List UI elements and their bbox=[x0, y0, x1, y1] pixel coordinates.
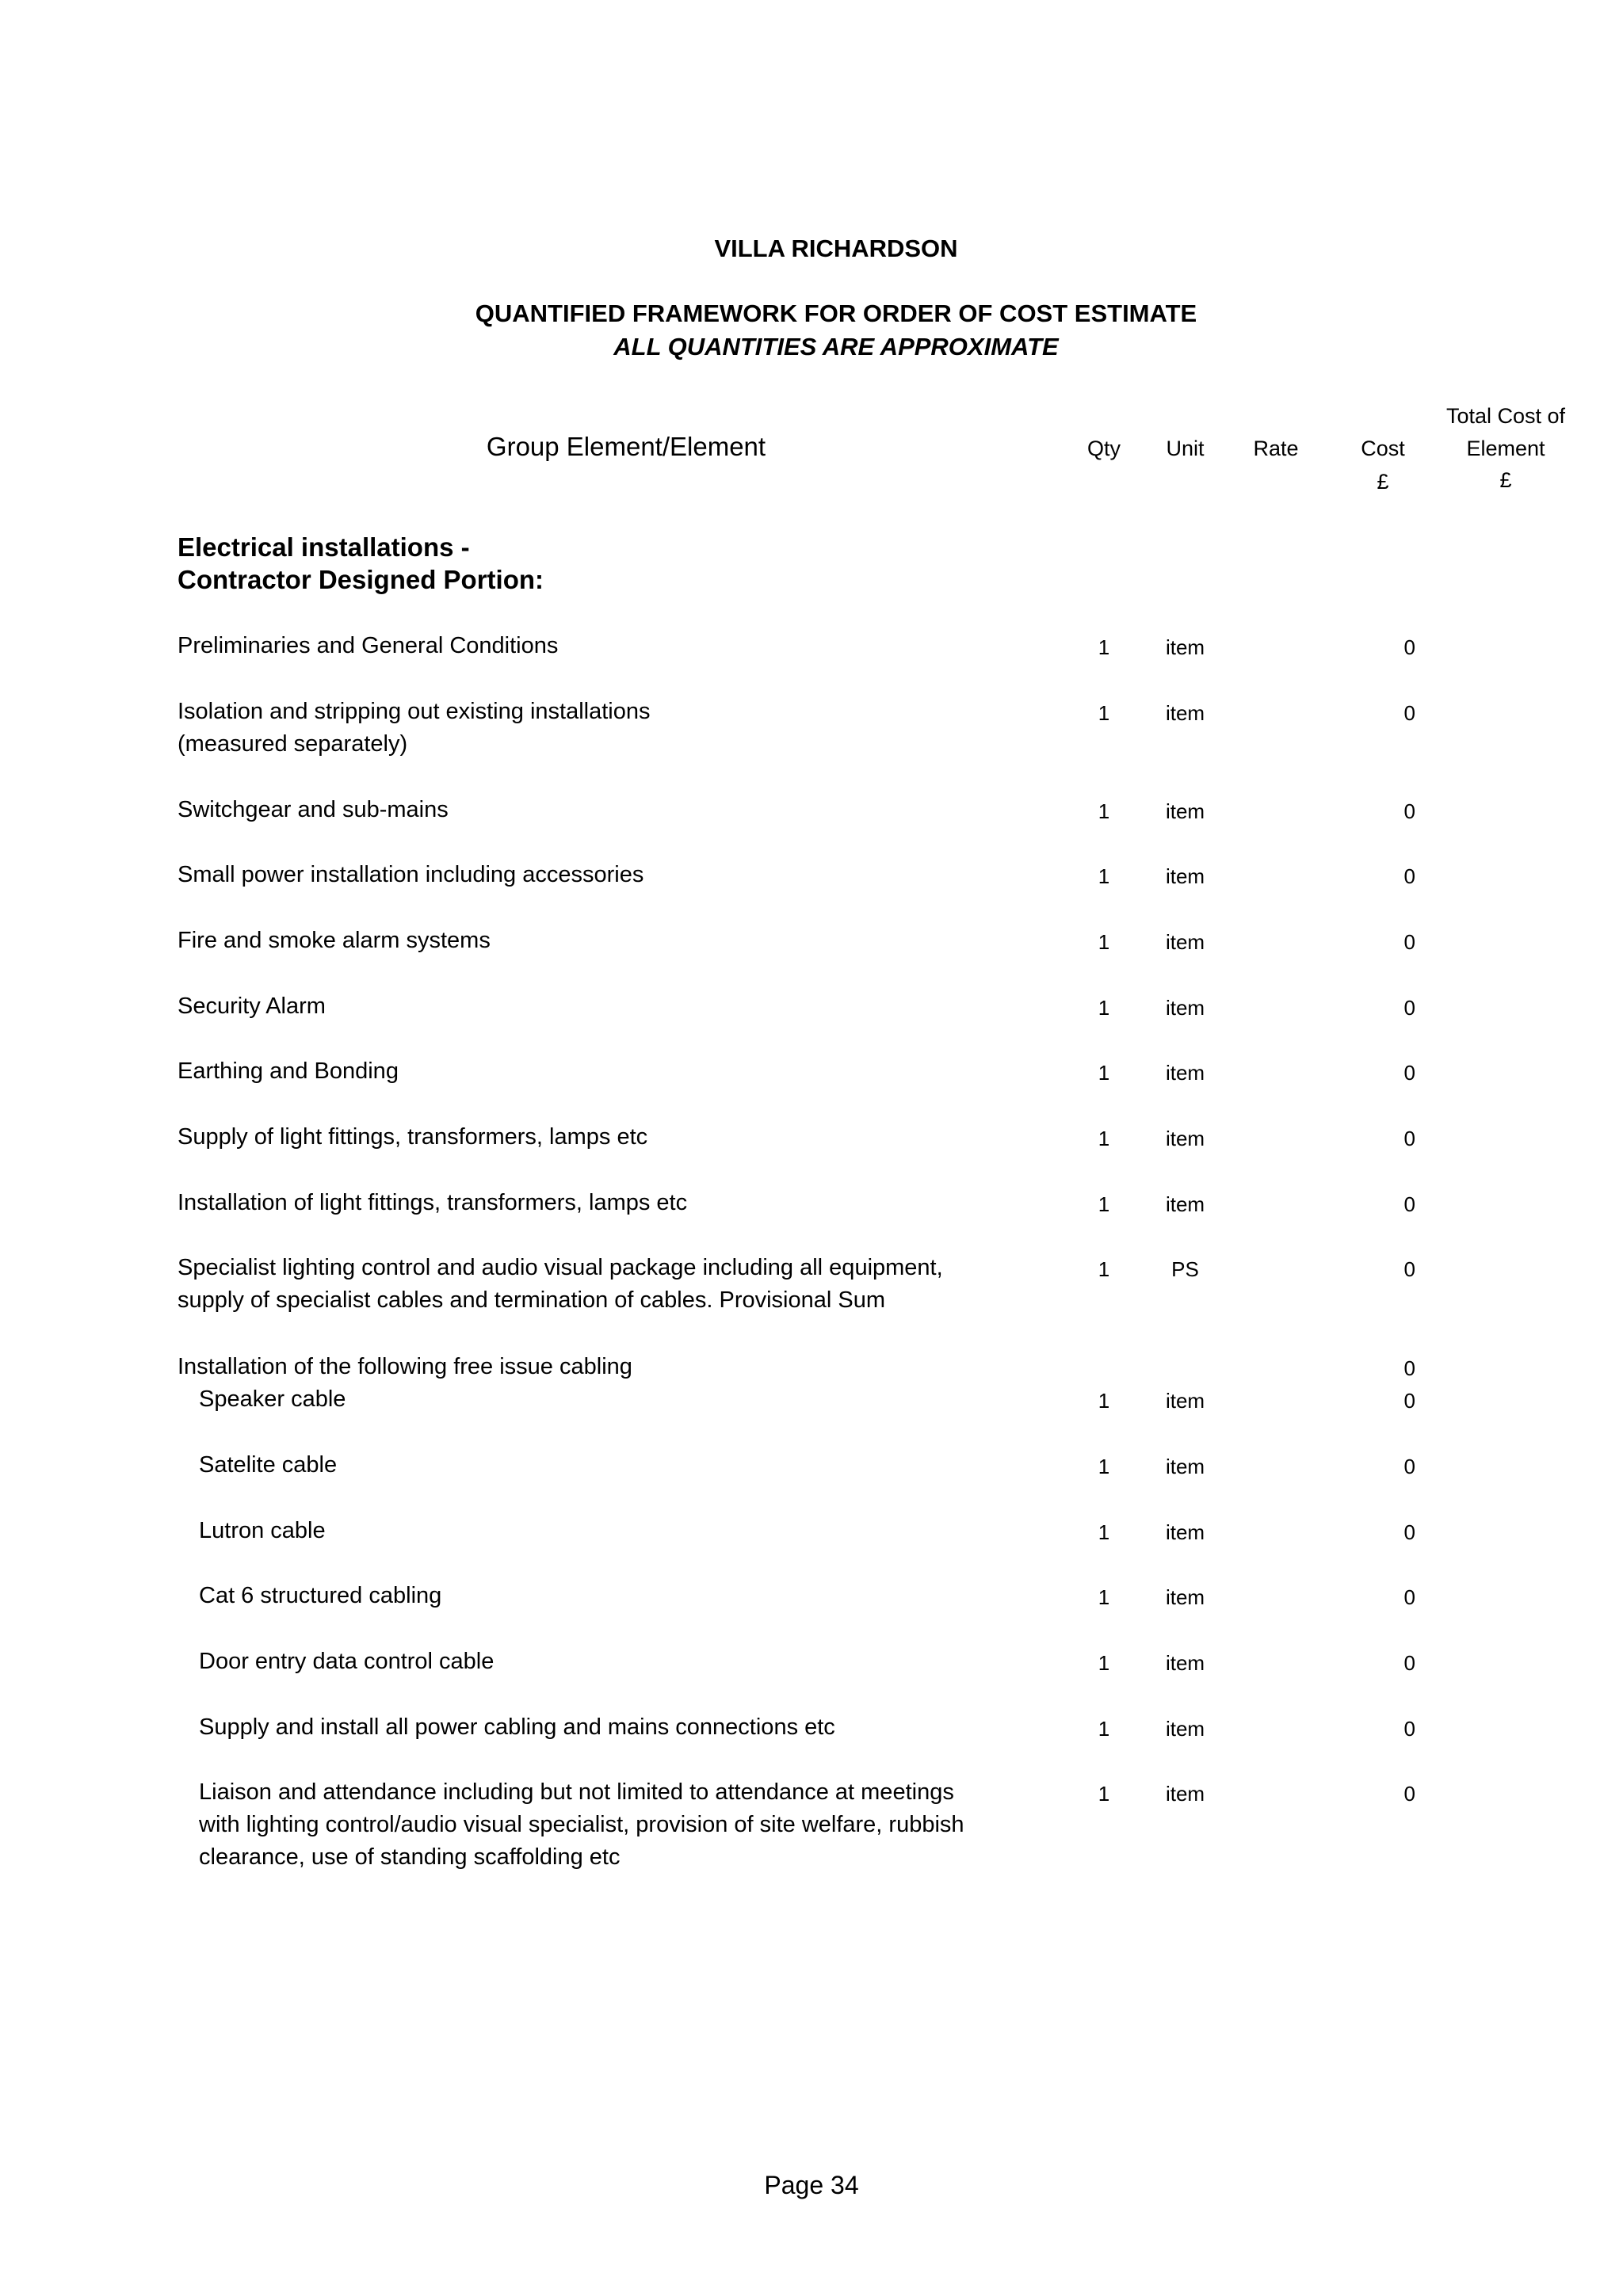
row-description bbox=[178, 1055, 399, 1088]
row-description-line: Speaker cable bbox=[199, 1386, 346, 1412]
row-description bbox=[199, 1776, 964, 1874]
row-description bbox=[199, 1646, 494, 1678]
header-cost-currency: £ bbox=[1377, 470, 1389, 494]
row-description bbox=[199, 1711, 835, 1744]
row-description-line: Switchgear and sub-mains bbox=[178, 797, 449, 822]
row-qty: 1 bbox=[1098, 1782, 1110, 1806]
row-unit: item bbox=[1165, 1455, 1205, 1478]
row-cost: 0 bbox=[1403, 1257, 1415, 1281]
row-cost: 0 bbox=[1403, 1782, 1415, 1806]
row-description bbox=[178, 696, 650, 761]
row-description bbox=[178, 1252, 943, 1317]
row-unit: item bbox=[1165, 1061, 1205, 1085]
row-qty: 1 bbox=[1098, 1257, 1110, 1281]
row-description bbox=[178, 1351, 632, 1383]
row-qty: 1 bbox=[1098, 1061, 1110, 1085]
row-unit: item bbox=[1165, 799, 1205, 823]
row-qty: 1 bbox=[1098, 1389, 1110, 1413]
row-unit: PS bbox=[1171, 1257, 1199, 1281]
row-unit: item bbox=[1165, 635, 1205, 659]
row-cost: 0 bbox=[1403, 1585, 1415, 1609]
row-unit: item bbox=[1165, 864, 1205, 888]
row-cost: 0 bbox=[1403, 1520, 1415, 1544]
row-cost: 0 bbox=[1403, 1651, 1415, 1675]
row-description bbox=[199, 1383, 346, 1416]
row-unit: item bbox=[1165, 1192, 1205, 1216]
row-cost: 0 bbox=[1403, 1455, 1415, 1478]
row-description-line: Cat 6 structured cabling bbox=[199, 1583, 442, 1608]
row-qty: 1 bbox=[1098, 1717, 1110, 1741]
row-cost: 0 bbox=[1403, 635, 1415, 659]
row-description bbox=[178, 1187, 687, 1219]
row-cost: 0 bbox=[1403, 1389, 1415, 1413]
row-description-line: Fire and smoke alarm systems bbox=[178, 928, 491, 953]
row-description-line: with lighting control/audio visual specialist, provision of site welfare, rubbish bbox=[199, 1812, 964, 1837]
header-rate: Rate bbox=[1253, 437, 1299, 460]
row-description-line: Earthing and Bonding bbox=[178, 1058, 399, 1084]
row-description-line: Satelite cable bbox=[199, 1452, 338, 1478]
row-unit: item bbox=[1165, 996, 1205, 1020]
row-cost: 0 bbox=[1403, 930, 1415, 954]
header-unit: Unit bbox=[1166, 437, 1205, 460]
row-qty: 1 bbox=[1098, 864, 1110, 888]
header-total-element: Element bbox=[1466, 437, 1545, 460]
row-cost: 0 bbox=[1403, 1192, 1415, 1216]
row-description bbox=[199, 1515, 326, 1547]
header-cost: Cost bbox=[1361, 437, 1405, 460]
row-description bbox=[178, 1121, 647, 1154]
row-unit: item bbox=[1165, 1520, 1205, 1544]
row-description bbox=[199, 1580, 441, 1612]
row-unit: item bbox=[1165, 930, 1205, 954]
row-description-line: Lutron cable bbox=[199, 1518, 326, 1543]
row-cost: 0 bbox=[1403, 996, 1415, 1020]
row-description-line: Installation of light fittings, transformers, lamps etc bbox=[178, 1190, 688, 1215]
row-cost: 0 bbox=[1403, 1356, 1415, 1380]
row-description-line: Security Alarm bbox=[178, 994, 326, 1019]
row-unit: item bbox=[1165, 1717, 1205, 1741]
row-unit: item bbox=[1165, 1585, 1205, 1609]
row-cost: 0 bbox=[1403, 1127, 1415, 1150]
document-title: VILLA RICHARDSON bbox=[714, 235, 958, 262]
section-heading-line1: Electrical installations - bbox=[178, 532, 470, 562]
row-qty: 1 bbox=[1098, 701, 1110, 725]
section-heading bbox=[178, 531, 544, 596]
row-description bbox=[178, 630, 558, 662]
header-total-cost: Total Cost of bbox=[1445, 404, 1566, 428]
row-description-line: Isolation and stripping out existing installations bbox=[178, 699, 651, 724]
row-description-line: supply of specialist cables and termination of cables. Provisional Sum bbox=[178, 1287, 886, 1313]
row-cost: 0 bbox=[1403, 1717, 1415, 1741]
row-description-line: Door entry data control cable bbox=[199, 1649, 495, 1674]
document-note: ALL QUANTITIES ARE APPROXIMATE bbox=[613, 333, 1059, 360]
row-description bbox=[178, 794, 449, 826]
row-qty: 1 bbox=[1098, 1192, 1110, 1216]
row-qty: 1 bbox=[1098, 1520, 1110, 1544]
row-qty: 1 bbox=[1098, 1651, 1110, 1675]
row-description bbox=[178, 990, 326, 1023]
row-cost: 0 bbox=[1403, 1061, 1415, 1085]
section-heading-line2: Contractor Designed Portion: bbox=[178, 565, 544, 594]
row-description bbox=[178, 925, 491, 957]
row-cost: 0 bbox=[1403, 864, 1415, 888]
header-total-currency: £ bbox=[1499, 468, 1512, 492]
row-description bbox=[199, 1449, 337, 1482]
row-cost: 0 bbox=[1403, 701, 1415, 725]
row-qty: 1 bbox=[1098, 930, 1110, 954]
row-qty: 1 bbox=[1098, 1455, 1110, 1478]
row-qty: 1 bbox=[1098, 799, 1110, 823]
row-description-line: clearance, use of standing scaffolding etc bbox=[199, 1844, 621, 1870]
row-description-line: Small power installation including accessories bbox=[178, 862, 644, 887]
row-description-line: Installation of the following free issue cabling bbox=[178, 1354, 632, 1379]
row-unit: item bbox=[1165, 1389, 1205, 1413]
document-subtitle: QUANTIFIED FRAMEWORK FOR ORDER OF COST ESTIMATE bbox=[475, 299, 1197, 327]
row-unit: item bbox=[1165, 1127, 1205, 1150]
row-cost: 0 bbox=[1403, 799, 1415, 823]
row-qty: 1 bbox=[1098, 635, 1110, 659]
row-qty: 1 bbox=[1098, 1127, 1110, 1150]
row-description-line: (measured separately) bbox=[178, 731, 408, 757]
page-number: Page 34 bbox=[764, 2171, 859, 2199]
row-description bbox=[178, 859, 643, 891]
row-unit: item bbox=[1165, 701, 1205, 725]
header-group-element: Group Element/Element bbox=[486, 432, 766, 461]
row-unit: item bbox=[1165, 1651, 1205, 1675]
row-qty: 1 bbox=[1098, 1585, 1110, 1609]
row-description-line: Specialist lighting control and audio visual package including all equipment, bbox=[178, 1255, 943, 1280]
row-qty: 1 bbox=[1098, 996, 1110, 1020]
row-description-line: Liaison and attendance including but not limited to attendance at meetings bbox=[199, 1779, 954, 1805]
header-qty: Qty bbox=[1086, 437, 1121, 460]
row-unit: item bbox=[1165, 1782, 1205, 1806]
row-description-line: Supply and install all power cabling and mains connections etc bbox=[199, 1714, 835, 1740]
row-description-line: Preliminaries and General Conditions bbox=[178, 633, 559, 658]
row-description-line: Supply of light fittings, transformers, lamps etc bbox=[178, 1124, 648, 1150]
